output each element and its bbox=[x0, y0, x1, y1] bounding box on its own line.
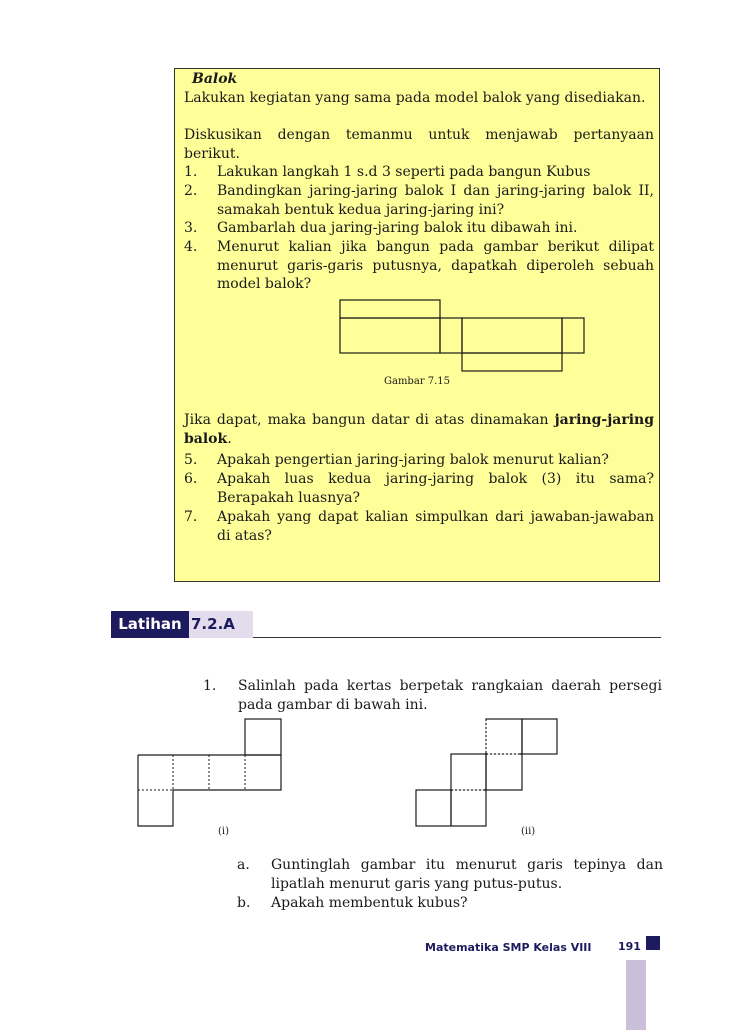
box-intro-2: Diskusikan dengan temanmu untuk menjawab pertanyaan berikut. bbox=[184, 127, 654, 162]
item-text: Apakah pengertian jaring-jaring balok menurut kalian? bbox=[217, 452, 609, 468]
corner-square-decoration bbox=[646, 936, 660, 950]
box-title: Balok bbox=[192, 71, 238, 87]
item-text: Apakah yang dapat kalian simpulkan dari jawaban-jawaban di atas? bbox=[217, 509, 654, 544]
item-number: 7. bbox=[184, 509, 198, 525]
net-figure-i bbox=[134, 716, 286, 830]
sub-question-text: Guntinglah gambar itu menurut garis tepinya dan lipatlah menurut garis yang putus-putus. bbox=[271, 857, 663, 892]
net-figure-ii bbox=[412, 716, 562, 830]
latihan-label: Latihan bbox=[111, 611, 189, 638]
page-number: 191 bbox=[618, 940, 641, 953]
divider bbox=[253, 637, 661, 638]
question-text: Salinlah pada kertas berpetak rangkaian daerah persegi pada gambar di bawah ini. bbox=[238, 678, 662, 713]
question-number: 1. bbox=[203, 678, 217, 694]
item-text: Apakah luas kedua jaring-jaring balok (3) itu sama? Berapakah luasnya? bbox=[217, 471, 654, 506]
conclusion-term: jaring-jaring balok bbox=[184, 412, 654, 447]
latihan-number: 7.2.A bbox=[189, 611, 253, 638]
sub-question-text: Apakah membentuk kubus? bbox=[271, 895, 468, 911]
figure-label-i: (i) bbox=[218, 826, 230, 837]
conclusion-prefix: Jika dapat, maka bangun datar di atas dinamakan bbox=[184, 412, 555, 428]
item-number: 1. bbox=[184, 164, 198, 180]
item-text: Bandingkan jaring-jaring balok I dan jaring-jaring balok II, samakah bentuk kedua jaring-jaring ini? bbox=[217, 183, 654, 218]
conclusion-text bbox=[184, 411, 654, 448]
item-number: 4. bbox=[184, 239, 198, 255]
figure-caption: Gambar 7.15 bbox=[384, 376, 451, 387]
cuboid-net-figure bbox=[336, 296, 592, 374]
item-text: Lakukan langkah 1 s.d 3 seperti pada bangun Kubus bbox=[217, 164, 591, 180]
box-intro-1: Lakukan kegiatan yang sama pada model balok yang disediakan. bbox=[184, 90, 646, 106]
item-number: 2. bbox=[184, 183, 198, 199]
item-number: 3. bbox=[184, 220, 198, 236]
figure-label-ii: (ii) bbox=[521, 826, 536, 837]
item-text: Menurut kalian jika bangun pada gambar berikut dilipat menurut garis-garis putusnya, dapatkah diperoleh sebuah model balok? bbox=[217, 239, 654, 292]
book-title: Matematika SMP Kelas VIII bbox=[425, 941, 592, 954]
item-text: Gambarlah dua jaring-jaring balok itu dibawah ini. bbox=[217, 220, 578, 236]
conclusion-suffix: . bbox=[227, 430, 232, 447]
item-number: 5. bbox=[184, 452, 198, 468]
side-bar-decoration bbox=[626, 960, 646, 1030]
sub-question-letter: a. bbox=[237, 857, 250, 873]
item-number: 6. bbox=[184, 471, 198, 487]
sub-question-letter: b. bbox=[237, 895, 251, 911]
